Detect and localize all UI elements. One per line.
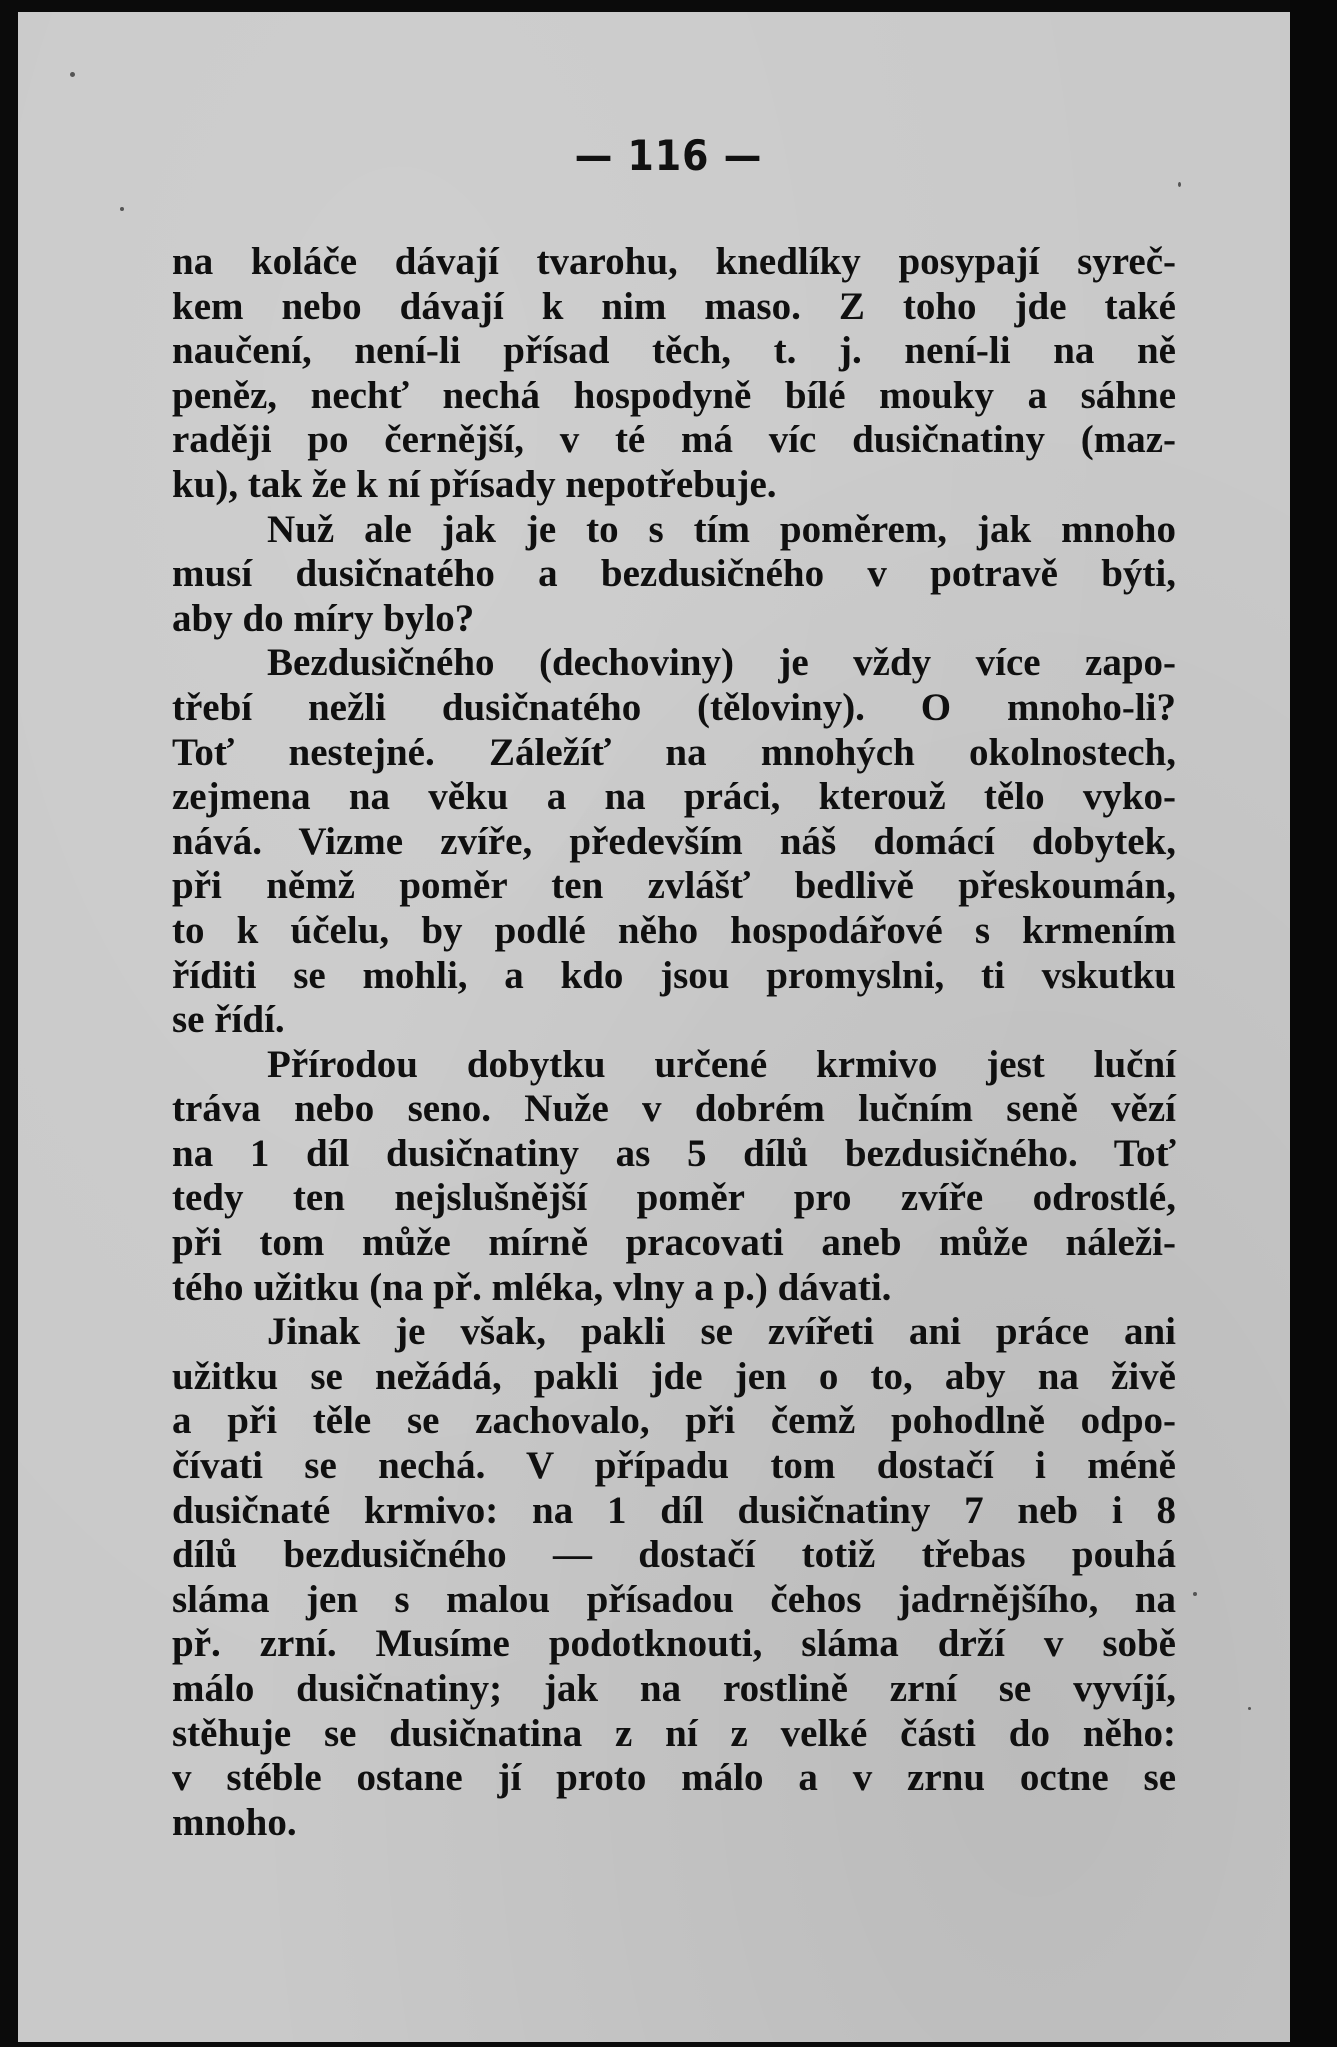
text-line: peněz, nechť nechá hospodyně bílé mouky a sáhne (172, 373, 1176, 417)
text-line: Jinak je však, pakli se zvířeti ani práce ani (267, 1310, 1176, 1354)
text-line: ku), tak že k ní přísady nepotřebuje. (172, 462, 777, 506)
ink-speck (1248, 1707, 1251, 1710)
text-line: při tom může mírně pracovati aneb může náleži- (172, 1221, 1176, 1265)
body-text (172, 240, 1176, 1845)
text-line: tého užitku (na př. mléka, vlny a p.) dávati. (172, 1265, 892, 1309)
text-line: Bezdusičného (dechoviny) je vždy více zapo- (267, 641, 1176, 685)
text-line: málo dusičnatiny; jak na rostlině zrní se vyvíjí, (172, 1667, 1176, 1710)
text-line: dusičnaté krmivo: na 1 díl dusičnatiny 7 neb i 8 (172, 1488, 1176, 1532)
text-line: na koláče dávají tvarohu, knedlíky posypají syreč- (172, 240, 1176, 283)
text-line: říditi se mohli, a kdo jsou promyslni, ti vskutku (172, 953, 1176, 997)
text-line: kem nebo dávají k nim maso. Z toho jde také (172, 284, 1176, 328)
ink-speck (1178, 182, 1181, 187)
ink-speck (120, 207, 124, 211)
page-number: — 116 — (574, 131, 763, 180)
text-line: užitku se nežádá, pakli jde jen o to, aby na živě (172, 1354, 1176, 1398)
text-line: to k účelu, by podlé něho hospodářové s krmením (172, 908, 1176, 952)
text-line: tráva nebo seno. Nuže v dobrém lučním seně vězí (172, 1087, 1176, 1131)
text-line: sláma jen s malou přísadou čehos jadrnějšího, na (172, 1577, 1176, 1621)
text-line: Toť nestejné. Záležíť na mnohých okolnostech, (172, 730, 1176, 774)
text-line: třebí nežli dusičnatého (těloviny). O mnoho-li? (172, 685, 1176, 729)
text-line: mnoho. (172, 1800, 297, 1844)
text-line: musí dusičnatého a bezdusičného v potravě býti, (172, 552, 1176, 596)
ink-speck (70, 72, 75, 77)
text-line: Nuž ale jak je to s tím poměrem, jak mnoho (267, 507, 1176, 551)
text-line: na 1 díl dusičnatiny as 5 dílů bezdusičného. Toť (172, 1131, 1176, 1175)
text-line: nává. Vizme zvíře, především náš domácí dobytek, (172, 819, 1176, 863)
text-line: naučení, není-li přísad těch, t. j. není-li na ně (172, 329, 1176, 373)
text-line: při němž poměr ten zvlášť bedlivě přeskoumán, (172, 864, 1176, 908)
text-line: stěhuje se dusičnatina z ní z velké části do něho: (172, 1711, 1176, 1755)
text-line: čívati se nechá. V případu tom dostačí i méně (172, 1444, 1176, 1488)
text-line: dílů bezdusičného — dostačí totiž třebas pouhá (172, 1533, 1176, 1577)
text-line: Přírodou dobytku určené krmivo jest luční (267, 1042, 1176, 1086)
ink-speck (1193, 1592, 1197, 1596)
text-line: raději po černější, v té má víc dusičnatiny (maz- (172, 418, 1176, 462)
text-line: př. zrní. Musíme podotknouti, sláma drží v sobě (172, 1622, 1176, 1666)
text-line: se řídí. (172, 998, 285, 1042)
text-line: a při těle se zachovalo, při čemž pohodlně odpo- (172, 1399, 1176, 1443)
scan-right-edge (1290, 0, 1337, 2047)
text-line: aby do míry bylo? (172, 596, 475, 640)
text-line: zejmena na věku a na práci, kterouž tělo vyko- (172, 775, 1176, 819)
text-line: v stéble ostane jí proto málo a v zrnu octne se (172, 1756, 1176, 1800)
text-line: tedy ten nejslušnější poměr pro zvíře odrostlé, (172, 1176, 1176, 1220)
